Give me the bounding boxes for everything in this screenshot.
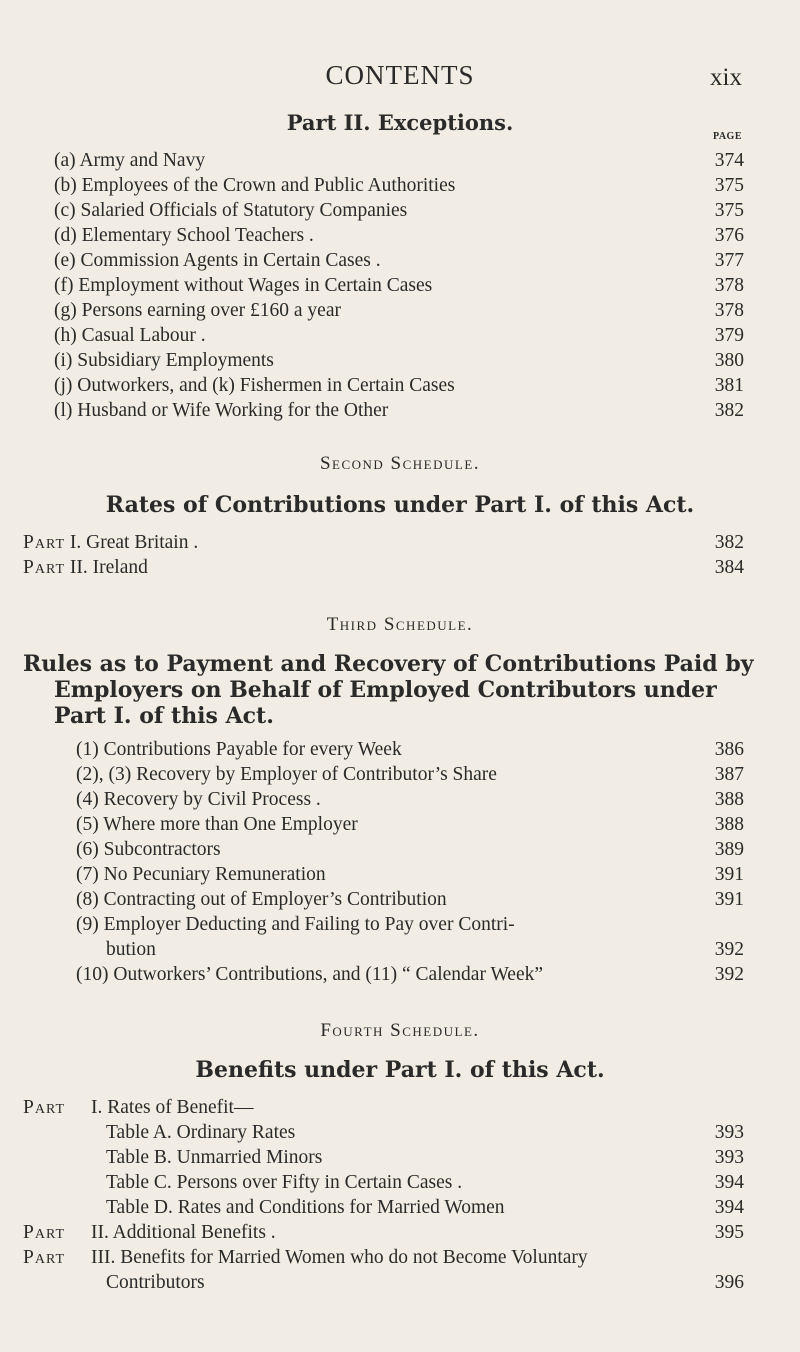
toc-entry-page: 394 [714,1197,744,1218]
toc-entry-label: (a) Army and Navy [54,150,206,171]
fourth-schedule-title: Benefits under Part I. of this Act. [195,1057,605,1083]
toc-entry-label: (9) Employer Deducting and Failing to Pay over Contri- [76,914,515,935]
second-schedule-title: Rates of Contributions under Part I. of this Act. [105,492,695,518]
fourth-schedule-heading: Fourth Schedule. [320,1020,480,1041]
toc-entry-page: 392 [714,939,744,960]
toc-entry-label: I. Great Britain . [69,532,199,553]
toc-entry-page: 393 [714,1147,744,1168]
toc-entry [23,1222,276,1244]
part-label: Part [23,532,66,553]
toc-entry [23,532,198,554]
toc-entry-page: 377 [714,250,744,271]
toc-entry-page: 388 [714,789,744,810]
toc-entry-label: (2), (3) Recovery by Employer of Contributor’s Share [76,764,497,785]
toc-entry-page: 396 [714,1272,744,1293]
toc-entry-label: II. Additional Benefits . [91,1222,276,1243]
toc-entry-page: 387 [714,764,744,785]
toc-entry-page: 375 [714,200,744,221]
toc-entry-label: II. Ireland [69,557,148,578]
toc-entry-label: (i) Subsidiary Employments [54,350,274,371]
toc-entry-label: (b) Employees of the Crown and Public Authorities [54,175,456,196]
page-column-label: PAGE [712,131,742,142]
toc-entry-page: 395 [714,1222,744,1243]
part-label: Part [23,1222,66,1243]
toc-entry-label: (1) Contributions Payable for every Week [76,739,402,760]
toc-entry [23,557,148,579]
toc-entry-label: (7) No Pecuniary Remuneration [76,864,326,885]
second-schedule-heading: Second Schedule. [319,453,481,474]
toc-entry-label: (10) Outworkers’ Contributions, and (11) “ Calendar Week” [76,964,544,985]
toc-entry-label: (4) Recovery by Civil Process . [76,789,321,810]
part-label: Part [23,1247,66,1268]
toc-entry-page: 391 [714,889,744,910]
toc-entry-page: 376 [714,225,744,246]
third-schedule-title-line: Rules as to Payment and Recovery of Contributions Paid by [23,651,754,677]
toc-entry-label: (5) Where more than One Employer [76,814,358,835]
toc-entry-label: III. Benefits for Married Women who do not Become Voluntary [91,1247,588,1268]
toc-entry-page: 380 [714,350,744,371]
toc-entry-page: 379 [714,325,744,346]
toc-entry-page: 388 [714,814,744,835]
toc-entry-page: 375 [714,175,744,196]
part2-title: Part II. Exceptions. [286,110,514,135]
part-label: Part [23,557,66,578]
toc-entry-label: (e) Commission Agents in Certain Cases . [54,250,381,271]
toc-entry-label: (d) Elementary School Teachers . [54,225,314,246]
toc-entry-label: Table B. Unmarried Minors [106,1147,323,1168]
toc-entry-page: 382 [714,400,744,421]
toc-entry [23,1247,588,1269]
toc-entry-label: (c) Salaried Officials of Statutory Companies [54,200,408,221]
toc-entry-label: Contributors [106,1272,205,1293]
toc-entry-page: 374 [714,150,744,171]
third-schedule-title-line: Part I. of this Act. [54,703,274,729]
toc-entry-page: 392 [714,964,744,985]
toc-entry-label: (g) Persons earning over £160 a year [54,300,341,321]
toc-entry-page: 382 [714,532,744,553]
part-label: Part [23,1097,66,1118]
toc-entry-label: I. Rates of Benefit— [91,1097,254,1118]
toc-entry-page: 393 [714,1122,744,1143]
toc-entry-page: 394 [714,1172,744,1193]
toc-entry-page: 378 [714,300,744,321]
toc-entry-label: bution [106,939,156,960]
toc-entry-label: (l) Husband or Wife Working for the Other [54,400,389,421]
toc-entry-label: (6) Subcontractors [76,839,221,860]
third-schedule-heading: Third Schedule. [326,614,474,635]
third-schedule-title-line: Employers on Behalf of Employed Contributors under [54,677,717,703]
toc-entry-label: (h) Casual Labour . [54,325,206,346]
running-header-page-number: xix [710,64,742,91]
toc-entry-label: Table A. Ordinary Rates [106,1122,296,1143]
toc-entry-page: 384 [714,557,744,578]
toc-entry-label: (f) Employment without Wages in Certain Cases [54,275,433,296]
toc-entry [23,1097,253,1119]
toc-entry-label: Table D. Rates and Conditions for Married Women [106,1197,505,1218]
toc-entry-label: Table C. Persons over Fifty in Certain Cases . [106,1172,463,1193]
running-header-title: CONTENTS [325,60,475,90]
toc-entry-page: 381 [714,375,744,396]
toc-entry-page: 378 [714,275,744,296]
toc-entry-page: 389 [714,839,744,860]
toc-entry-page: 391 [714,864,744,885]
toc-entry-label: (8) Contracting out of Employer’s Contribution [76,889,447,910]
toc-entry-page: 386 [714,739,744,760]
toc-entry-label: (j) Outworkers, and (k) Fishermen in Certain Cases [54,375,455,396]
